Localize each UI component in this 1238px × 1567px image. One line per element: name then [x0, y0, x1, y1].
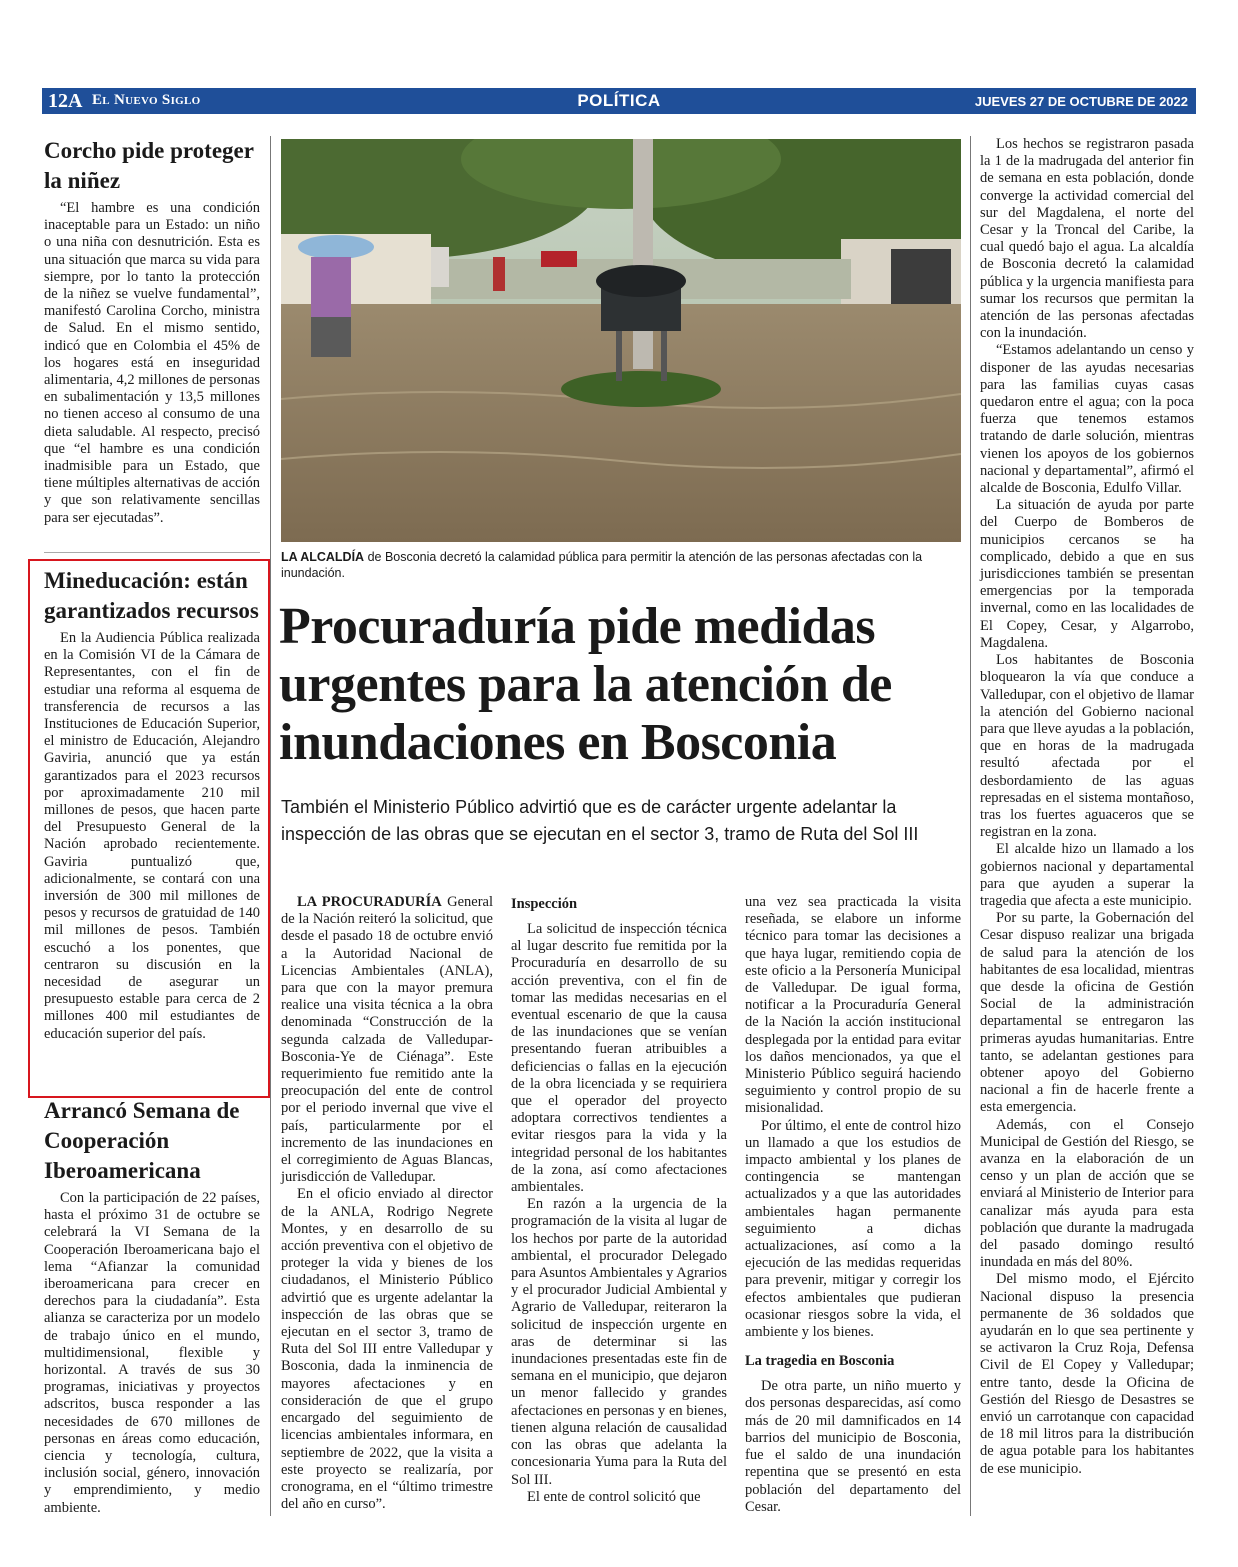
section-subtitle: La tragedia en Bosconia	[745, 1353, 895, 1370]
article-paragraph: En el oficio enviado al director de la ANLA, Rodrigo Negrete Montes, y en desarrollo de su acción preventiva con el objetivo de proteger la vida y bienes de los ciudadanos, el Ministerio Público advirtió que es urgente adelantar la inspección de las obras que se ejecutan en el sector 3, tramo de Ruta del Sol III entre Valledupar y Bosconia, dada la inminencia de mayores afectaciones y en consideración de que el grupo encargado del seguimiento de licencias ambientales informara, en septiembre de 2022, que la visita a este proyecto se realizaría, por cronograma, en el “último trimestre del año en curso”.	[281, 1186, 493, 1513]
story-title: Arrancó Semana de Cooperación Iberoamericana	[44, 1098, 240, 1183]
article-paragraph: Los hechos se registraron pasada la 1 de la madrugada del anterior fin de semana en esta población, donde converge la actividad comercial del sur del Magdalena, el norte del Cesar y la Troncal del Caribe, la cual quedó bajo el agua. La alcaldía de Bosconia decretó la calamidad pública y la urgencia manifiesta para sumar los recursos que permitan la atención de las personas afectadas con la inundación.	[980, 136, 1194, 342]
article-column-2	[511, 894, 727, 1506]
sidebar-story-cooperacion	[44, 1096, 260, 1517]
story-body: “El hambre es una condición inaceptable para un Estado: un niño o una niña con desnutrición. Esta es una situación que marca su vida para siempre, por lo tanto la protección de la niñez se vuelve fundamental”, manifestó Carolina Corcho, ministra de Salud. En el mismo sentido, indicó que en Colombia el 45% de los hogares está en inseguridad alimentaria, 4,2 millones de personas en subalimentación y 13,5 millones no tienen acceso al consumo de una dieta saludable. Al respecto, precisó que “el hambre es una condición inadmisible para un Estado, que tiene múltiples alternativas de acción y que son relativamente sencillas para ser ejecutadas”.	[44, 200, 260, 526]
newspaper-name: El Nuevo Siglo	[92, 92, 201, 108]
article-column-1	[281, 894, 493, 1513]
photo-caption	[281, 549, 961, 581]
article-paragraph: En razón a la urgencia de la programación de la visita al lugar de los hechos por parte de la autoridad ambiental, el procurador Delegado para Asuntos Ambientales y Agrarios y el procurador Judicial Ambiental y Agrario de Valledupar, reiteraron la solicitud de inspección urgente en aras de determinar si las inundaciones presentadas este fin de semana en el municipio, que dejaron un menor fallecido y grandes afectaciones en personas y en bienes, tienen alguna relación de causalidad con las obras que adelanta la concesionaria Yuma para la Ruta del Sol III.	[511, 1196, 727, 1488]
article-paragraph: Por último, el ente de control hizo un llamado a que los estudios de impacto ambiental y los planes de contingencia se mantengan actualizados y a que las autoridades ambientales hagan permanente seguimiento a dichas actualizaciones, así como a la ejecución de las medidas requeridas para prevenir, mitigar y corregir los efectos ambientales que pudieran ocasionar riesgos sobre la vida, el ambiente y los bienes.	[745, 1117, 961, 1341]
flood-street-image	[281, 139, 961, 542]
story-body: Con la participación de 22 países, hasta el próximo 31 de octubre se celebrará la VI Semana de la Cooperación Iberoamericana bajo el lema “Afianzar la comunidad iberoamericana para crecer en derechos para la ciudadanía”. Esta alianza se caracteriza por un modelo de trabajo único en el mundo, multidimensional, flexible y horizontal. A través de sus 30 programas, iniciativas y proyectos adscritos, busca responder a las necesidades de 670 millones de personas en áreas como educación, ciencia y tecnología, cultura, inclusión social, género, innovación y emprendimiento, y medio ambiente.	[44, 1190, 260, 1516]
story-title: Corcho pide proteger la niñez	[44, 138, 254, 193]
article-paragraph: “Estamos adelantando un censo y disponer de las ayudas necesarias para las familias cuyas casas quedaron entre el agua; con la poca fuerza que tenemos estamos tratando de darle solución, mientras vienen los apoyos de los gobiernos nacional y departamental”, afirmó el alcalde de Bosconia, Edulfo Villar.	[980, 342, 1194, 497]
column-rule	[970, 136, 971, 1516]
main-subhead: También el Ministerio Público advirtió que es de carácter urgente adelantar la inspección de las obras que se ejecutan en el sector 3, tramo de Ruta del Sol III	[281, 797, 919, 844]
sidebar-story-mineducacion	[44, 566, 260, 1043]
article-paragraph: una vez sea practicada la visita reseñada, se elabore un informe técnico para tomar las decisiones a que haya lugar, remitiendo copia de este oficio a la Personería Municipal de Valledupar. De igual forma, notificar a la Procuraduría General de la Nación la acción institucional desplegada por la entidad para evitar los daños mencionados, ya que el Ministerio Público seguirá haciendo seguimiento y control propio de su misionalidad.	[745, 894, 961, 1117]
caption-lead: LA ALCALDÍA	[281, 550, 365, 564]
article-paragraph: La solicitud de inspección técnica al lugar descrito fue remitida por la Procuraduría en desarrollo de su acción preventiva, con el fin de tomar las medidas necesarias en el eventual escenario de que la causa de las inundaciones que se venían presentando fueran atribuibles a deficiencias o fallas en la ejecución de la obra licenciada y se requiriera que el operador del proyecto adoptara correctivos tendientes a evitar riesgos para la vida y la integridad personal de los habitantes de la zona, así como afectaciones ambientales.	[511, 921, 727, 1196]
article-paragraph: La situación de ayuda por parte del Cuerpo de Bomberos de municipios cercanos se ha complicado, debido a que en sus jurisdicciones también se presentan emergencias por la temporada invernal, como en las localidades de El Copey, Cesar, y Algarrobo, Magdalena.	[980, 497, 1194, 651]
issue-date: JUEVES 27 DE OCTUBRE DE 2022	[974, 94, 1188, 109]
article-paragraph: De otra parte, un niño muerto y dos personas desparecidas, así como más de 20 mil damnificados en 14 barrios del municipio de Bosconia, fue el saldo de una inundación repentina que se presentó en esta población del departamento del Cesar.	[745, 1378, 961, 1515]
story-title: Mineducación: están garantizados recursos	[44, 568, 259, 623]
column-rule	[270, 136, 271, 1516]
article-paragraph: El ente de control solicitó que	[527, 1488, 701, 1505]
section-subtitle: Inspección	[511, 896, 578, 912]
sidebar-story-corcho	[44, 136, 260, 527]
divider	[44, 552, 260, 553]
article-paragraph: Del mismo modo, el Ejército Nacional dispuso la presencia permanente de 36 soldados que ayudarán en lo que sea pertinente y se activaron la Cruz Roja, Defensa Civil de El Copey y Valledupar; entre tanto, desde la Oficina de Gestión del Riesgo de Desastres se envió un carrotanque con capacidad de 18 mil litros para la distribución de agua potable para los habitantes de ese municipio.	[980, 1271, 1194, 1477]
article-column-4	[980, 136, 1194, 1478]
story-body: En la Audiencia Pública realizada en la Comisión VI de la Cámara de Representantes, con el fin de estudiar una reforma al esquema de transferencia de recursos a las Instituciones de Educación Superior, el ministro de Educación, Alejandro Gaviria, anunció que ya están garantizados para el 2023 recursos por aproximadamente 210 mil millones de pesos, que hacen parte del Presupuesto General de la Nación aprobado recientemente. Gaviria puntualizó que, adicionalmente, se contará con una inversión de 300 mil millones de pesos y recursos de gratuidad de 140 mil millones de pesos. También escuchó a los ponentes, que centraron su discusión en la necesidad de asegurar un presupuesto estable para cerca de 2 millones 400 mil estudiantes de educación superior del país.	[44, 630, 260, 1042]
article-paragraph: Los habitantes de Bosconia bloquearon la vía que conduce a Valledupar, con el objetivo de llamar la atención del Gobierno nacional para que lleve ayudas a la población, que en horas de la madrugada resultó afectada por el desbordamiento de las aguas represadas en el sistema montañoso, tras los fuertes aguaceros que se registran en la zona.	[980, 652, 1194, 841]
section-title: POLÍTICA	[577, 91, 661, 110]
lead-caps: LA PROCURADURÍA	[297, 894, 442, 910]
page-header-bar	[42, 88, 1196, 114]
article-paragraph: LA PROCURADURÍA General de la Nación reiteró la solicitud, que desde el pasado 18 de octubre envió a la Autoridad Nacional de Licencias Ambientales (ANLA), para que con la mayor premura realice una visita técnica a la obra denominada “Construcción de la segunda calzada de Valledupar-Bosconia-Ye de Ciénaga”. Este requerimiento fue remitido ante la preocupación del ente de control por el periodo invernal que vive el país, particularmente por el incremento de las inundaciones en el corregimiento de Aguas Blancas, jurisdicción de Valledupar.	[281, 894, 493, 1186]
article-paragraph: El alcalde hizo un llamado a los gobiernos nacional y departamental para que ayuden a superar la tragedia que afecta a este municipio.	[980, 841, 1194, 909]
caption-text: de Bosconia decretó la calamidad pública para permitir la atención de las personas afectadas con la inundación.	[281, 550, 923, 580]
article-column-3	[745, 894, 961, 1516]
article-paragraph: Por su parte, la Gobernación del Cesar dispuso realizar una brigada de salud para la atención de los habitantes de esa localidad, mientras que desde la oficina de Gestión Social de la administración departamental se entregaron las primeras ayudas humanitarias. Entre tanto, se adelantan gestiones para obtener apoyo del Gobierno nacional a fin de hacerle frente a esta emergencia.	[980, 910, 1194, 1116]
main-headline: Procuraduría pide medidas urgentes para la atención de inundaciones en Bosconia	[279, 598, 892, 771]
article-paragraph: Además, con el Consejo Municipal de Gestión del Riesgo, se avanza en la elaboración de un censo y un plan de acción que se enviará al Ministerio de Interior para canalizar más ayuda para esta población que durante la madrugada del pasado domingo resultó inundada en más del 80%.	[980, 1116, 1194, 1271]
flood-photo	[281, 139, 961, 542]
page-number: 12A	[48, 90, 83, 112]
